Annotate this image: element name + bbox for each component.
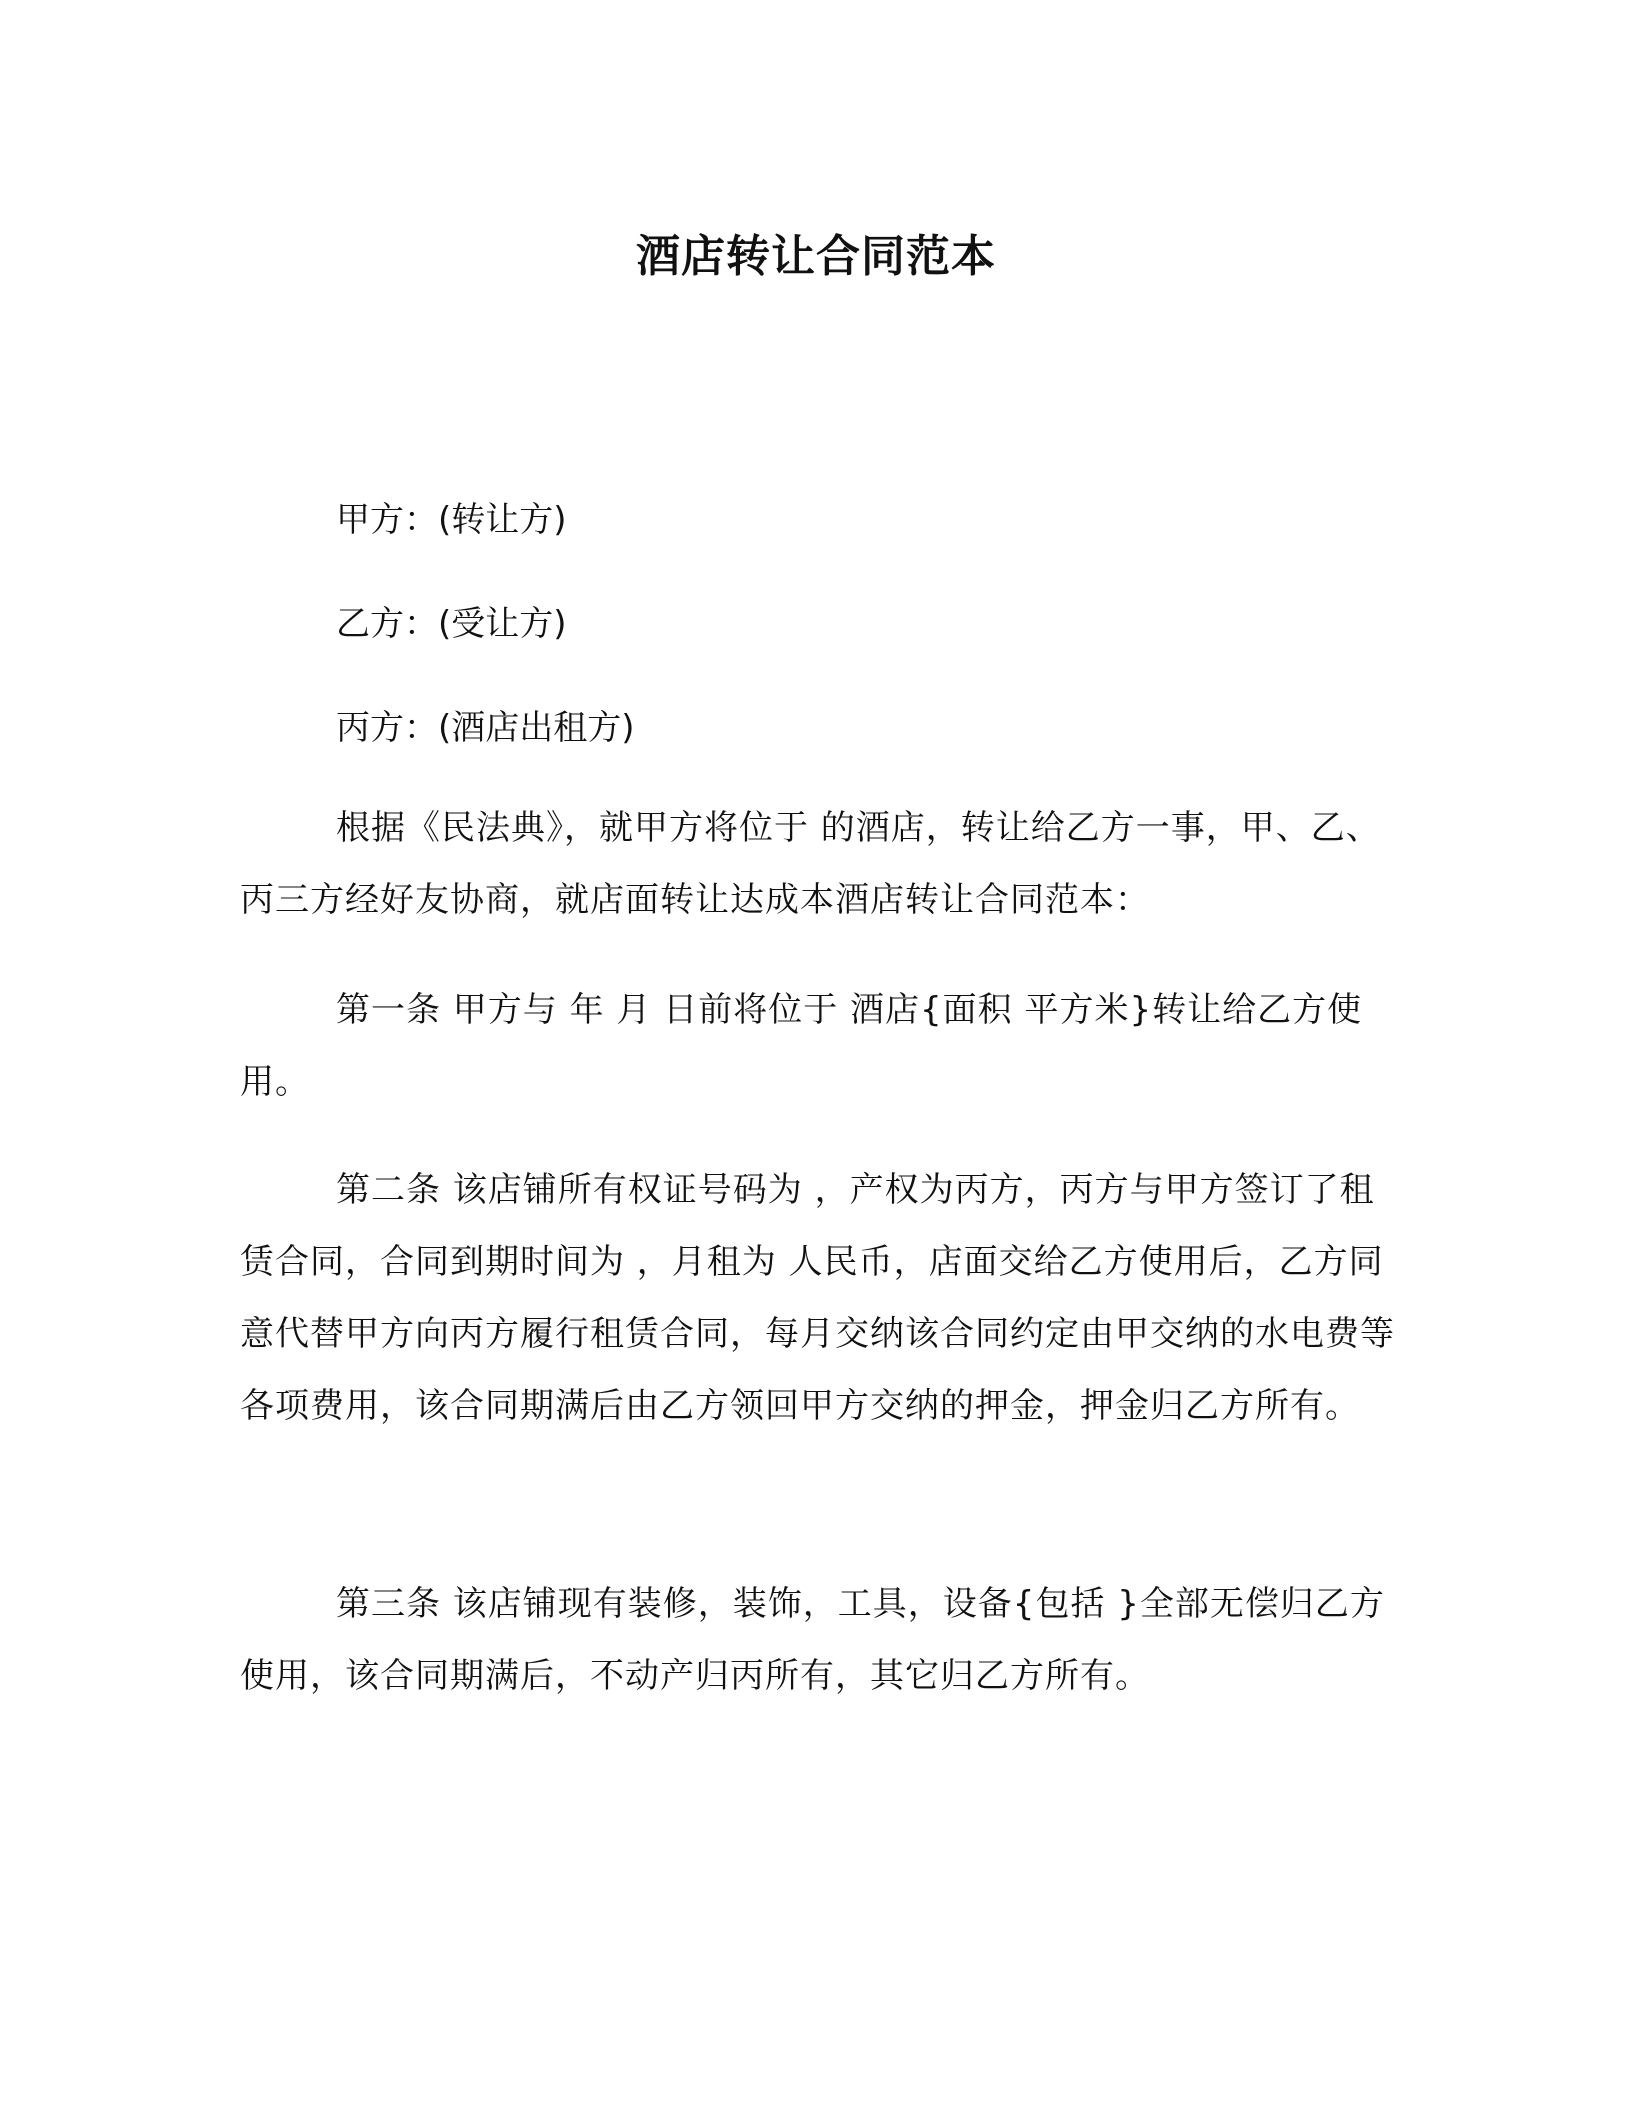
party-a-line: 甲方：(转让方)	[336, 500, 567, 540]
article-2-paragraph: 第二条 该店铺所有权证号码为 ，产权为丙方，丙方与甲方签订了租赁合同，合同到期时间为 ，月租为 人民币，店面交给乙方使用后，乙方同意代替甲方向丙方履行租赁合同，每月交纳该合同约定由甲交纳的水电费等各项费用，该合同期满后由乙方领回甲方交纳的押金，押金归乙方所有。	[240, 1170, 1395, 1426]
document-title: 酒店转让合同范本	[636, 231, 996, 282]
article-3-paragraph: 第三条 该店铺现有装修，装饰，工具，设备{包括 }全部无偿归乙方使用，该合同期满后，不动产归丙所有，其它归乙方所有。	[240, 1584, 1385, 1696]
party-c-line: 丙方：(酒店出租方)	[336, 708, 635, 748]
intro-paragraph: 根据《民法典》，就甲方将位于 的酒店，转让给乙方一事，甲、乙、丙三方经好友协商，就店面转让达成本酒店转让合同范本：	[240, 808, 1381, 920]
article-1-paragraph: 第一条 甲方与 年 月 日前将位于 酒店{面积 平方米}转让给乙方使用。	[240, 990, 1363, 1102]
party-b-line: 乙方：(受让方)	[336, 604, 567, 644]
